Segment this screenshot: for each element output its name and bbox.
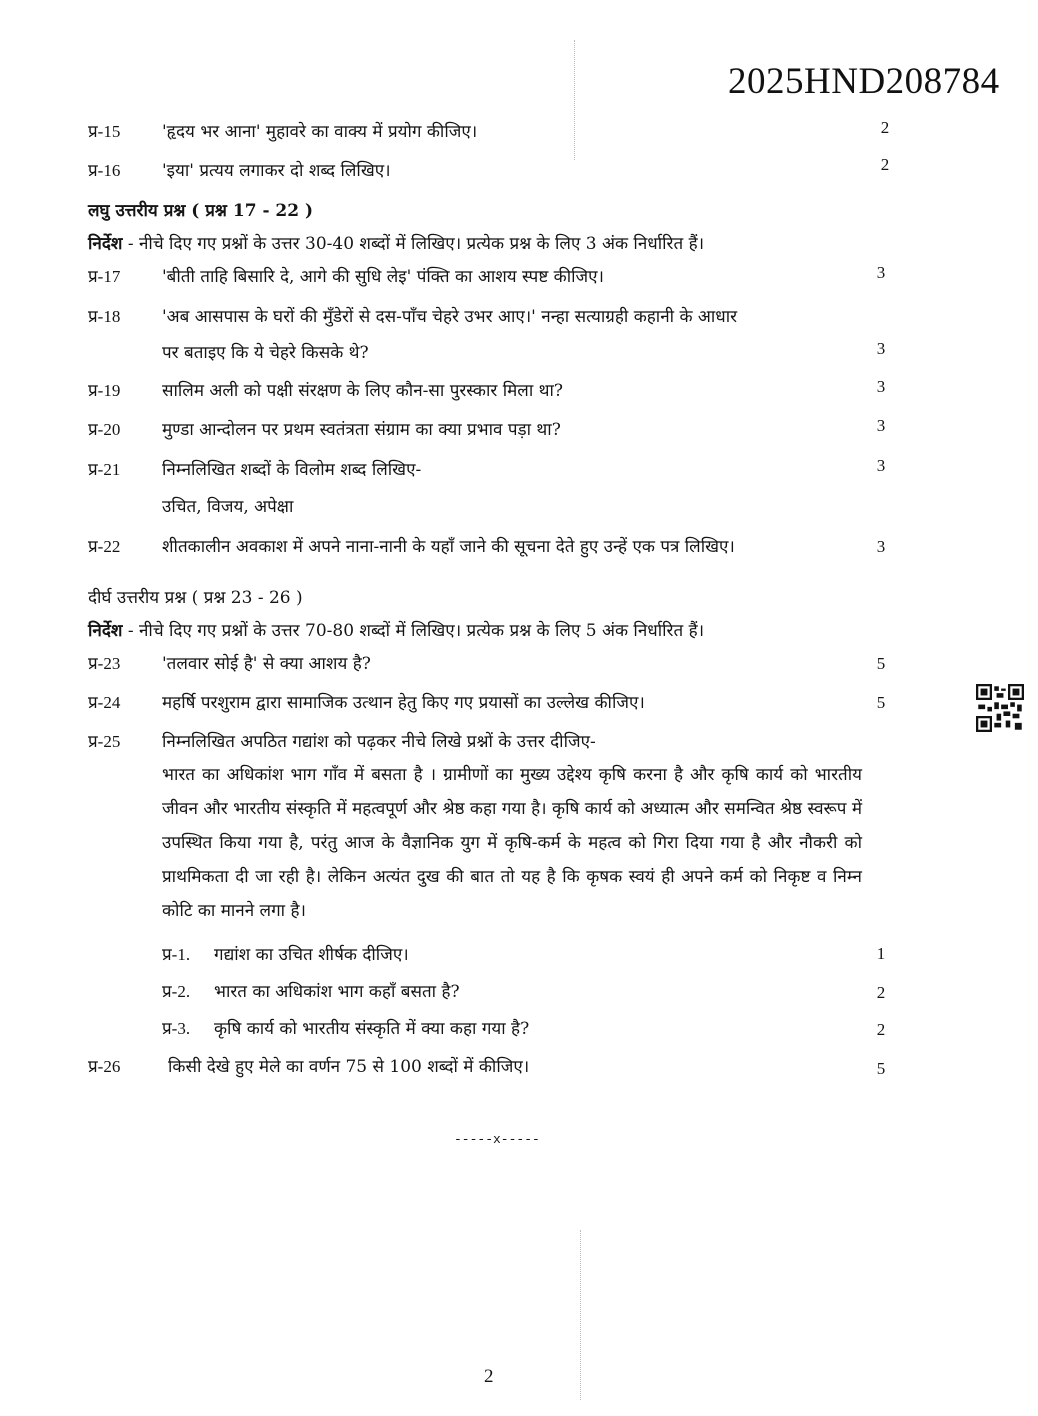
question-number: प्र-21 xyxy=(88,460,121,479)
question-text: 'हृदय भर आना' मुहावरे का वाक्य में प्रयोग कीजिए। xyxy=(162,122,478,142)
question-text-continued: पर बताइए कि ये चेहरे किसके थे? xyxy=(162,343,369,363)
question-marks: 3 xyxy=(876,416,886,435)
question-marks: 3 xyxy=(876,456,886,475)
sub-question-text: गद्यांश का उचित शीर्षक दीजिए। xyxy=(214,945,409,965)
sub-question-number: प्र-1. xyxy=(162,945,191,964)
question-text: सालिम अली को पक्षी संरक्षण के लिए कौन-सा पुरस्कार मिला था? xyxy=(162,381,564,401)
section-instruction-short xyxy=(88,231,704,254)
paper-code: 2025HND208784 xyxy=(728,61,1000,102)
question-number: प्र-24 xyxy=(88,693,121,712)
end-marker: -----x----- xyxy=(454,1132,540,1147)
question-text: 'बीती ताहि बिसारि दे, आगे की सुधि लेइ' पंक्ति का आशय स्पष्ट कीजिए। xyxy=(162,267,604,287)
question-marks: 5 xyxy=(876,1059,886,1078)
question-text: मुण्डा आन्दोलन पर प्रथम स्वतंत्रता संग्राम का क्या प्रभाव पड़ा था? xyxy=(162,420,561,440)
unseen-passage: भारत का अधिकांश भाग गाँव में बसता है । ग्रामीणों का मुख्य उद्देश्य कृषि करना है और कृषि कार्य को भारतीय जीवन और भारतीय संस्कृति में महत्वपूर्ण और श्रेष्ठ कहा गया है। कृषि कार्य को अध्यात्म और समन्वित श्रेष्ठ स्वरूप में उपस्थित किया गया है, परंतु आज के वैज्ञानिक युग में कृषि-कर्म के महत्व को गिरा दिया गया है और नौकरी को प्राथमिकता दी जा रही है। लेकिन अत्यंत दुख की बात तो यह है कि कृषक स्वयं ही अपने कर्म को निकृष्ट व निम्न कोटि का मानने लगा है। xyxy=(162,765,862,921)
instruction-text: - नीचे दिए गए प्रश्नों के उत्तर 70-80 शब्दों में लिखिए। प्रत्येक प्रश्न के लिए 5 अंक निर्धारित हैं। xyxy=(127,621,705,641)
question-text: निम्नलिखित शब्दों के विलोम शब्द लिखिए- xyxy=(162,460,422,480)
instruction-label: निर्देश xyxy=(88,621,123,641)
question-number: प्र-15 xyxy=(88,122,121,141)
instruction-text: - नीचे दिए गए प्रश्नों के उत्तर 30-40 शब्दों में लिखिए। प्रत्येक प्रश्न के लिए 3 अंक निर्धारित हैं। xyxy=(127,234,705,254)
sub-question-text: भारत का अधिकांश भाग कहाँ बसता है? xyxy=(214,982,460,1002)
question-marks: 2 xyxy=(880,155,890,174)
section-instruction-long xyxy=(88,618,704,641)
question-number: प्र-26 xyxy=(88,1057,121,1076)
question-text: निम्नलिखित अपठित गद्यांश को पढ़कर नीचे लिखे प्रश्नों के उत्तर दीजिए- xyxy=(162,732,596,752)
question-number: प्र-18 xyxy=(88,307,121,326)
question-number: प्र-25 xyxy=(88,732,121,751)
question-text: 'अब आसपास के घरों की मुँडेरों से दस-पाँच चेहरे उभर आए।' नन्हा सत्याग्रही कहानी के आधार xyxy=(162,307,738,327)
question-number: प्र-19 xyxy=(88,381,121,400)
qr-code-icon xyxy=(976,684,1024,732)
question-marks: 3 xyxy=(876,339,886,358)
sub-question-marks: 2 xyxy=(876,1020,886,1039)
scan-artifact xyxy=(580,1230,611,1400)
question-marks: 3 xyxy=(876,537,886,556)
scan-artifact xyxy=(574,40,605,160)
sub-question-number: प्र-3. xyxy=(162,1019,191,1038)
sub-question-number: प्र-2. xyxy=(162,982,191,1001)
question-marks: 5 xyxy=(876,654,886,673)
question-marks: 3 xyxy=(876,263,886,282)
question-number: प्र-23 xyxy=(88,654,121,673)
sub-question-text: कृषि कार्य को भारतीय संस्कृति में क्या कहा गया है? xyxy=(214,1019,530,1039)
question-marks: 2 xyxy=(880,118,890,137)
question-number: प्र-22 xyxy=(88,537,121,556)
question-number: प्र-17 xyxy=(88,267,121,286)
page-number: 2 xyxy=(484,1366,494,1387)
question-number: प्र-16 xyxy=(88,161,121,180)
question-text-continued: उचित, विजय, अपेक्षा xyxy=(162,497,294,517)
question-marks: 3 xyxy=(876,377,886,396)
sub-question-marks: 1 xyxy=(876,944,886,963)
question-text: शीतकालीन अवकाश में अपने नाना-नानी के यहाँ जाने की सूचना देते हुए उन्हें एक पत्र लिखिए। xyxy=(162,537,735,557)
question-text: 'तलवार सोई है' से क्या आशय है? xyxy=(162,654,371,674)
section-heading-long: दीर्घ उत्तरीय प्रश्न ( प्रश्न 23 - 26 ) xyxy=(88,588,303,608)
question-text: महर्षि परशुराम द्वारा सामाजिक उत्थान हेतु किए गए प्रयासों का उल्लेख कीजिए। xyxy=(162,693,645,713)
section-heading-short: लघु उत्तरीय प्रश्न ( प्रश्न 17 - 22 ) xyxy=(88,201,314,221)
question-marks: 5 xyxy=(876,693,886,712)
instruction-label: निर्देश xyxy=(88,234,123,254)
sub-question-marks: 2 xyxy=(876,983,886,1002)
question-text: 'इया' प्रत्यय लगाकर दो शब्द लिखिए। xyxy=(162,161,391,181)
question-number: प्र-20 xyxy=(88,420,121,439)
question-text: किसी देखे हुए मेले का वर्णन 75 से 100 शब्दों में कीजिए। xyxy=(168,1057,530,1077)
